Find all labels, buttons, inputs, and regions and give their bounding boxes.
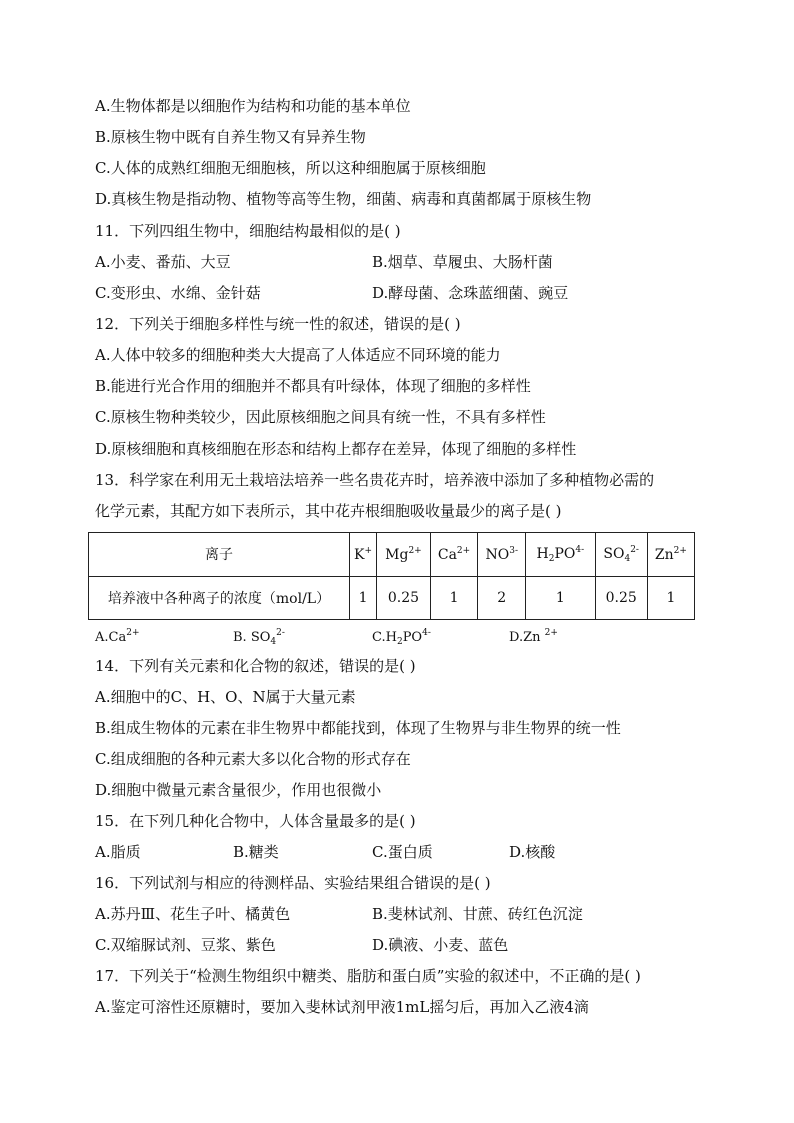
q12-option-c: C.原核生物种类较少，因此原核细胞之间具有统一性，不具有多样性 [95, 408, 546, 426]
q13-stem-line2: 化学元素，其配方如下表所示，其中花卉根细胞吸收量最少的离子是( ) [95, 502, 562, 520]
table-cell: 1 [430, 576, 478, 620]
q10-option-b: B.原核生物中既有自养生物又有异养生物 [95, 128, 366, 146]
q17-stem: 17．下列关于“检测生物组织中糖类、脂肪和蛋白质”实验的叙述中，不正确的是( ) [95, 967, 641, 985]
q13-option-c: $C.H_2PO^{4-}$ [372, 628, 431, 647]
q10-option-c: C.人体的成熟红细胞无细胞核，所以这种细胞属于原核细胞 [95, 159, 486, 177]
q13-stem-line1: 13．科学家在利用无土栽培法培养一些名贵花卉时，培养液中添加了多种植物必需的 [95, 471, 655, 489]
q11-option-b: B.烟草、草履虫、大肠杆菌 [372, 253, 553, 271]
q16-option-d: D.碘液、小麦、蓝色 [372, 936, 509, 954]
ion-header: $NO^{3-}$ [478, 533, 526, 577]
table-cell: 1 [350, 576, 377, 620]
table-cell: 0.25 [377, 576, 431, 620]
q12-option-a: A.人体中较多的细胞种类大大提高了人体适应不同环境的能力 [95, 346, 501, 364]
q13-option-b: B. $SO_4^{2-}$ [233, 628, 285, 647]
q11-option-c: C.变形虫、水绵、金针菇 [95, 284, 261, 302]
q14-option-d: D.细胞中微量元素含量很少，作用也很微小 [95, 781, 382, 799]
q16-option-c: C.双缩脲试剂、豆浆、紫色 [95, 936, 276, 954]
q12-option-b: B.能进行光合作用的细胞并不都具有叶绿体，体现了细胞的多样性 [95, 377, 531, 395]
table-header-label: 离子 [89, 533, 350, 577]
q13-option-d: D.Zn $^{2+}$ [509, 628, 558, 645]
q14-option-c: C.组成细胞的各种元素大多以化合物的形式存在 [95, 750, 411, 768]
ion-header: $Zn^{2+}$ [647, 533, 694, 577]
q14-option-a: A.细胞中的C、H、O、N属于大量元素 [95, 688, 356, 706]
q12-stem: 12．下列关于细胞多样性与统一性的叙述，错误的是( ) [95, 315, 461, 333]
q11-stem: 11．下列四组生物中，细胞结构最相似的是( ) [95, 222, 401, 240]
q14-option-b: B.组成生物体的元素在非生物界中都能找到，体现了生物界与非生物界的统一性 [95, 719, 621, 737]
q11-option-d: D.酵母菌、念珠蓝细菌、豌豆 [372, 284, 569, 302]
table-header-row [89, 533, 695, 577]
ion-concentration-table [88, 532, 695, 620]
q16-option-a: A.苏丹Ⅲ、花生子叶、橘黄色 [95, 905, 291, 923]
ion-header: $Mg^{2+}$ [377, 533, 431, 577]
q15-option-d: D.核酸 [509, 843, 556, 861]
table-cell: 1 [647, 576, 694, 620]
q14-stem: 14．下列有关元素和化合物的叙述，错误的是( ) [95, 657, 416, 675]
table-row [89, 576, 695, 620]
ion-header: $Ca^{2+}$ [430, 533, 478, 577]
q13-option-a: $A.Ca^{2+}$ [95, 628, 140, 645]
q15-stem: 15．在下列几种化合物中，人体含量最多的是( ) [95, 812, 416, 830]
q10-option-a: A.生物体都是以细胞作为结构和功能的基本单位 [95, 97, 411, 115]
q17-option-a: A.鉴定可溶性还原糖时，要加入斐林试剂甲液1mL摇匀后，再加入乙液4滴 [95, 998, 589, 1016]
ion-header: K+ [350, 533, 377, 577]
table-row-label: 培养液中各种离子的浓度（mol/L） [89, 576, 350, 620]
ion-header: $H_2PO^{4-}$ [526, 533, 595, 577]
q15-option-c: C.蛋白质 [372, 843, 433, 861]
q10-option-d: D.真核生物是指动物、植物等高等生物，细菌、病毒和真菌都属于原核生物 [95, 190, 592, 208]
q15-option-a: A.脂质 [95, 843, 141, 861]
table-cell: 2 [478, 576, 526, 620]
q16-stem: 16．下列试剂与相应的待测样品、实验结果组合错误的是( ) [95, 874, 491, 892]
table-cell: 0.25 [595, 576, 647, 620]
q16-option-b: B.斐林试剂、甘蔗、砖红色沉淀 [372, 905, 583, 923]
q12-option-d: D.原核细胞和真核细胞在形态和结构上都存在差异，体现了细胞的多样性 [95, 440, 577, 458]
table-cell: 1 [526, 576, 595, 620]
q15-option-b: B.糖类 [233, 843, 279, 861]
ion-header: $SO_4^{2-}$ [595, 533, 647, 577]
q11-option-a: A.小麦、番茄、大豆 [95, 253, 231, 271]
